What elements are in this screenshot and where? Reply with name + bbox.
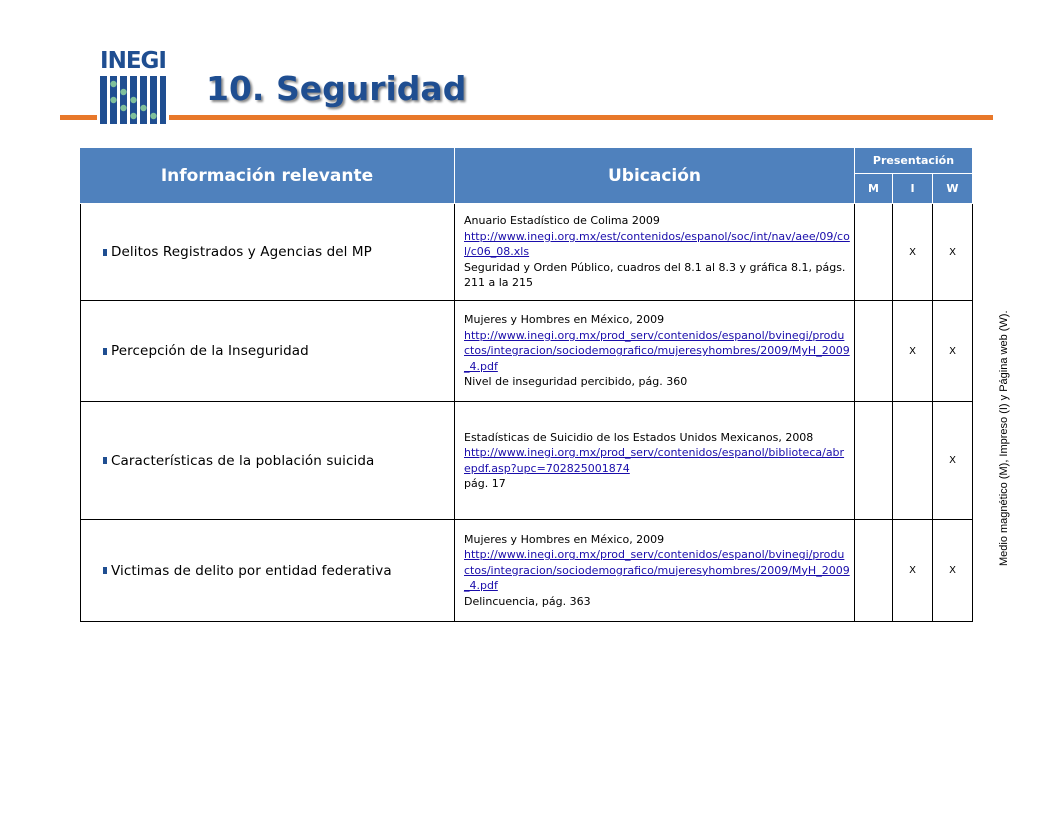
- bullet-icon: [103, 348, 107, 355]
- m-cell: [855, 204, 893, 300]
- info-label: Percepción de la Inseguridad: [111, 343, 309, 359]
- w-cell: X: [933, 301, 973, 401]
- source-link[interactable]: http://www.inegi.org.mx/prod_serv/contenidos/espanol/biblioteca/abrepdf.asp?upc=702825001874: [464, 446, 845, 475]
- ubicacion-cell: [455, 402, 855, 519]
- info-cell: [80, 402, 455, 519]
- logo-wordmark: INEGI: [100, 48, 166, 74]
- info-label: Victimas de delito por entidad federativa: [111, 562, 392, 579]
- info-cell: [80, 520, 455, 621]
- table-row: [80, 520, 973, 622]
- source-detail: pág. 17: [464, 477, 506, 490]
- header-divider: [60, 115, 993, 120]
- source-link[interactable]: http://www.inegi.org.mx/prod_serv/contenidos/espanol/bvinegi/productos/integracion/sociodemografico/mujeresyhombres/2009/MyH_2009_4.pdf: [464, 328, 850, 373]
- m-cell: [855, 402, 893, 519]
- inegi-logo: [97, 48, 169, 126]
- header-i: I: [893, 174, 933, 204]
- i-cell: [893, 402, 933, 519]
- header-m: M: [855, 174, 893, 204]
- ubicacion-cell: [455, 204, 855, 300]
- source-title: Mujeres y Hombres en México, 2009: [464, 532, 665, 546]
- w-cell: X: [933, 204, 973, 300]
- info-cell: [80, 204, 455, 300]
- i-cell: X: [893, 301, 933, 401]
- source-link[interactable]: http://www.inegi.org.mx/est/contenidos/espanol/soc/int/nav/aee/09/col/c06_08.xls: [464, 229, 850, 259]
- m-cell: [855, 301, 893, 401]
- info-cell: [80, 301, 455, 401]
- info-label: Características de la población suicida: [111, 452, 375, 469]
- ubicacion-cell: [455, 520, 855, 621]
- logo-bars-graphic: [99, 76, 167, 124]
- header-ubicacion: Ubicación: [455, 148, 855, 204]
- page-title: 10. Seguridad: [206, 69, 467, 108]
- table-row: [80, 204, 973, 301]
- source-title: Estadísticas de Suicidio de los Estados Unidos Mexicanos, 2008: [464, 430, 814, 444]
- table-row: [80, 402, 973, 520]
- bullet-icon: [103, 249, 107, 256]
- ubicacion-cell: [455, 301, 855, 401]
- table-row: [80, 301, 973, 402]
- source-link[interactable]: http://www.inegi.org.mx/prod_serv/contenidos/espanol/bvinegi/productos/integracion/sociodemografico/mujeresyhombres/2009/MyH_2009_4.pdf: [464, 548, 850, 593]
- bullet-icon: [103, 457, 107, 464]
- source-detail: Seguridad y Orden Público, cuadros del 8.1 al 8.3 y gráfica 8.1, págs. 211 a la 215: [464, 260, 846, 290]
- i-cell: X: [893, 520, 933, 621]
- source-detail: Delincuencia, pág. 363: [464, 594, 591, 608]
- header-presentacion: Presentación: [855, 148, 973, 174]
- source-title: Mujeres y Hombres en México, 2009: [464, 313, 665, 327]
- source-detail: Nivel de inseguridad percibido, pág. 360: [464, 375, 688, 389]
- i-cell: X: [893, 204, 933, 300]
- w-cell: X: [933, 402, 973, 519]
- bullet-icon: [103, 567, 107, 574]
- source-title: Anuario Estadístico de Colima 2009: [464, 214, 660, 228]
- header-w: W: [933, 174, 973, 204]
- info-label: Delitos Registrados y Agencias del MP: [111, 244, 372, 260]
- header-informacion-relevante: Información relevante: [80, 148, 455, 204]
- w-cell: X: [933, 520, 973, 621]
- m-cell: [855, 520, 893, 621]
- presentation-legend-note: Medio magnético (M), Impreso (I) y Página web (W).: [998, 310, 1010, 566]
